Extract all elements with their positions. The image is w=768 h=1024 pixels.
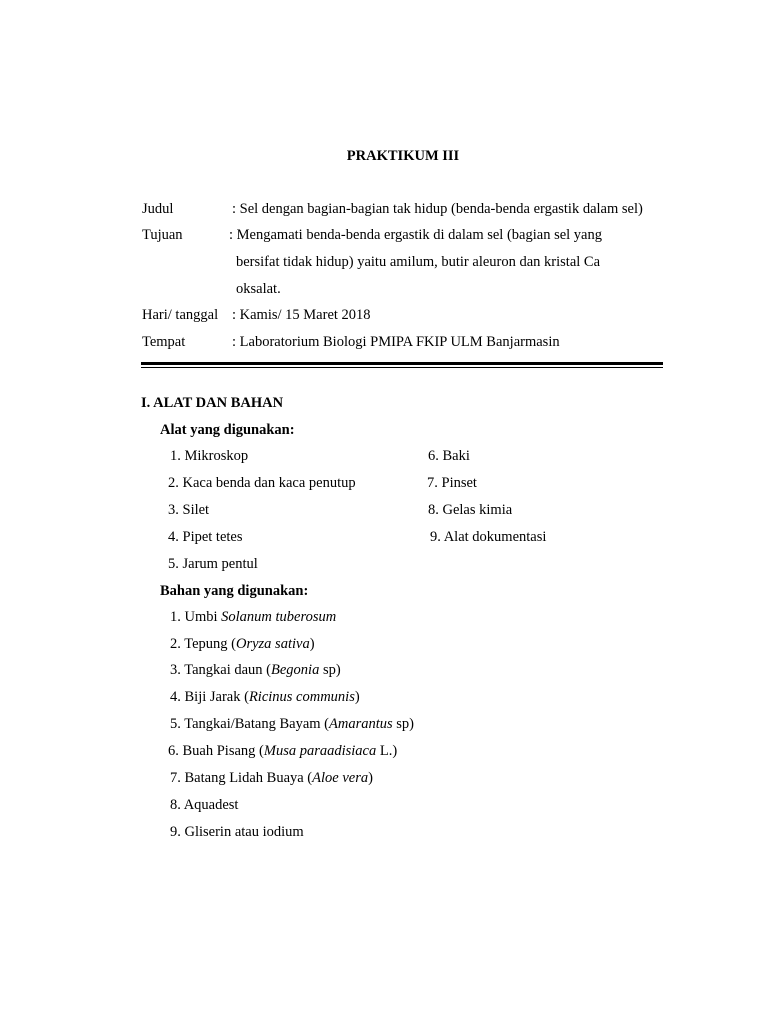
alat-item: 9. Alat dokumentasi [430, 529, 547, 545]
alat-item: 7. Pinset [427, 475, 477, 491]
bahan-item: 1. Umbi Solanum tuberosum [170, 609, 337, 625]
bahan-item: 9. Gliserin atau iodium [170, 824, 304, 840]
divider-thin [141, 367, 663, 368]
section-heading: I. ALAT DAN BAHAN [141, 395, 284, 411]
bahan-item: 2. Tepung (Oryza sativa) [170, 636, 315, 652]
bahan-item: 4. Biji Jarak (Ricinus communis) [170, 689, 360, 705]
bahan-item: 6. Buah Pisang (Musa paraadisiaca L.) [168, 743, 398, 759]
bahan-item: 3. Tangkai daun (Begonia sp) [170, 662, 341, 678]
bahan-item: 8. Aquadest [170, 797, 239, 813]
alat-item: 4. Pipet tetes [168, 529, 243, 545]
judul-label: Judul [142, 201, 174, 217]
alat-item: 1. Mikroskop [170, 448, 249, 464]
alat-heading: Alat yang digunakan: [160, 422, 295, 438]
tujuan-label: Tujuan [142, 227, 183, 243]
alat-item: 2. Kaca benda dan kaca penutup [168, 475, 356, 491]
hari-label: Hari/ tanggal [142, 307, 219, 323]
tempat-value: : Laboratorium Biologi PMIPA FKIP ULM Banjarmasin [232, 334, 560, 350]
hari-value: : Kamis/ 15 Maret 2018 [232, 307, 371, 323]
bahan-heading: Bahan yang digunakan: [160, 583, 309, 599]
alat-item: 5. Jarum pentul [168, 556, 258, 572]
tujuan-line-3: oksalat. [236, 281, 281, 297]
alat-item: 8. Gelas kimia [428, 502, 513, 518]
alat-item: 3. Silet [168, 502, 210, 518]
page-title: PRAKTIKUM III [346, 148, 460, 164]
alat-item: 6. Baki [428, 448, 470, 464]
tujuan-line-2: bersifat tidak hidup) yaitu amilum, butir aleuron dan kristal Ca [236, 254, 601, 270]
tujuan-line-1: : Mengamati benda-benda ergastik di dalam sel (bagian sel yang [229, 227, 602, 243]
divider-thick [141, 362, 663, 365]
bahan-item: 7. Batang Lidah Buaya (Aloe vera) [170, 770, 373, 786]
judul-value: : Sel dengan bagian-bagian tak hidup (benda-benda ergastik dalam sel) [232, 201, 643, 217]
tempat-label: Tempat [142, 334, 186, 350]
bahan-item: 5. Tangkai/Batang Bayam (Amarantus sp) [170, 716, 414, 732]
